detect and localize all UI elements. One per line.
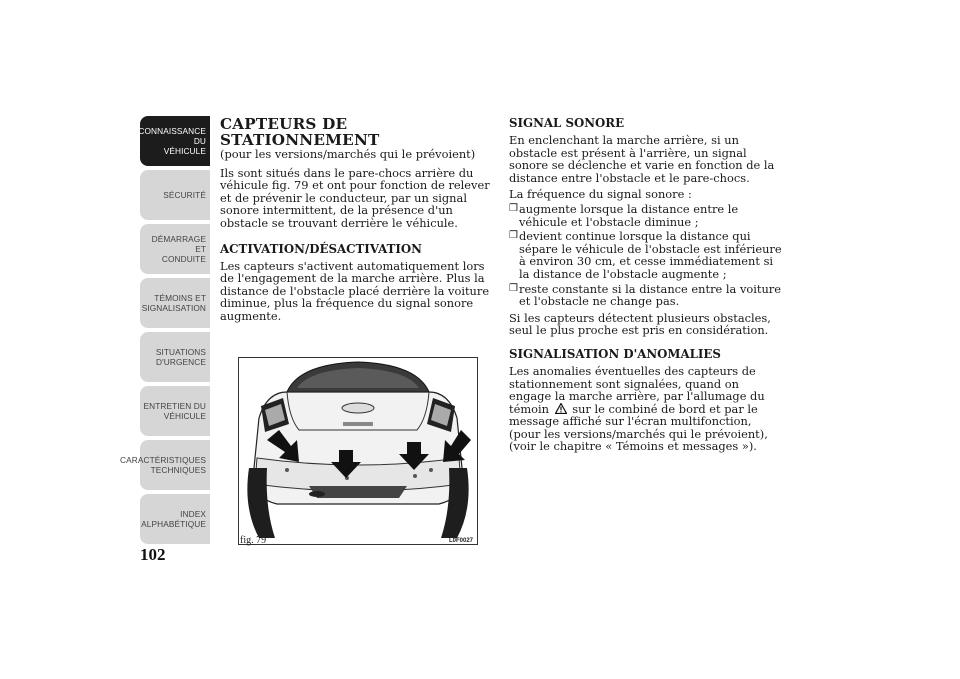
parking-sensors-figure <box>238 357 478 545</box>
figure-caption: fig. 79 <box>240 535 267 546</box>
tab-connaissance-du-vehicule[interactable] <box>140 116 210 166</box>
tab-temoins-et-signalisation[interactable] <box>140 278 210 328</box>
section-subtitle: (pour les versions/marchés qui le prévoient) <box>220 147 476 161</box>
tab-label: TÉMOINS ET SIGNALISATION <box>141 293 206 313</box>
checkbox-bullet-icon: ❒ <box>509 230 518 242</box>
anomaly-paragraph <box>509 365 784 453</box>
list-item <box>509 203 784 228</box>
anomaly-text-start: Les anomalies éventuelles des capteurs de stationnement sont signalées, quand on engage la marche arrière, par l'allumage du témoin <box>509 363 765 416</box>
anomaly-heading: SIGNALISATION D'ANOMALIES <box>509 346 721 361</box>
activation-paragraph: Les capteurs s'activent automatiquement lors de l'engagement de la marche arrière. Plus la distance de l'obstacle placé derrière la voiture diminue, plus la fréquence du signal sonore augmente. <box>220 258 490 323</box>
list-item-text: augmente lorsque la distance entre le véhicule et l'obstacle diminue ; <box>519 201 739 229</box>
tab-index-alphabetique[interactable] <box>140 494 210 544</box>
list-item <box>509 283 784 308</box>
tab-demarrage-et-conduite[interactable] <box>140 224 210 274</box>
tab-label: ENTRETIEN DU VÉHICULE <box>143 401 206 421</box>
multi-obstacle-paragraph: Si les capteurs détectent plusieurs obstacles, seul le plus proche est pris en considération. <box>509 310 771 338</box>
list-item-text: reste constante si la distance entre la voiture et l'obstacle ne change pas. <box>519 281 781 309</box>
section-title: CAPTEURS DE STATIONNEMENT <box>220 115 380 149</box>
warning-triangle-icon <box>555 403 567 414</box>
tab-label: SÉCURITÉ <box>163 190 206 200</box>
checkbox-bullet-icon: ❒ <box>509 282 518 294</box>
tab-label: SITUATIONS D'URGENCE <box>155 347 206 367</box>
tab-caracteristiques-techniques[interactable] <box>120 440 210 490</box>
activation-heading: ACTIVATION/DÉSACTIVATION <box>220 241 422 256</box>
tab-label: INDEX ALPHABÉTIQUE <box>141 509 206 529</box>
tab-entretien-du-vehicule[interactable] <box>140 386 210 436</box>
figure-code: L0F0027 <box>449 538 474 544</box>
anomaly-text-end: sur le combiné de bord et par le message affiché sur l'écran multifonction, (pour les versions/marchés qui le prévoient), (voir le chapitre « Témoins et messages »). <box>509 401 768 454</box>
left-column <box>220 116 490 323</box>
frequency-intro: La fréquence du signal sonore : <box>509 187 692 202</box>
tab-label: DÉMARRAGE ET CONDUITE <box>151 234 206 264</box>
intro-paragraph: Ils sont situés dans le pare-chocs arrière du véhicule fig. 79 et ont pour fonction de relever et de prévenir le conducteur, par un signal sonore intermittent, de la présence d'un obstacle se trouvant derrière le véhicule. <box>220 165 490 230</box>
tab-situations-d-urgence[interactable] <box>140 332 210 382</box>
list-item <box>509 230 784 280</box>
list-item-text: devient continue lorsque la distance qui sépare le véhicule de l'obstacle est inférieure à environ 30 cm, et cesse immédiatement si la distance de l'obstacle augmente ; <box>519 229 782 281</box>
signal-heading: SIGNAL SONORE <box>509 116 625 130</box>
tab-securite[interactable] <box>140 170 210 220</box>
signal-paragraph: En enclenchant la marche arrière, si un obstacle est présent à l'arrière, un signal sonore se déclenche et varie en fonction de la distance entre l'obstacle et le pare-chocs. <box>509 133 775 185</box>
tab-label: CONNAISSANCE DU VÉHICULE <box>138 126 206 156</box>
tab-label: CARACTÉRISTIQUES TECHNIQUES <box>120 455 206 475</box>
checkbox-bullet-icon: ❒ <box>509 202 518 214</box>
right-column <box>509 116 784 453</box>
page-number: 102 <box>140 545 166 564</box>
